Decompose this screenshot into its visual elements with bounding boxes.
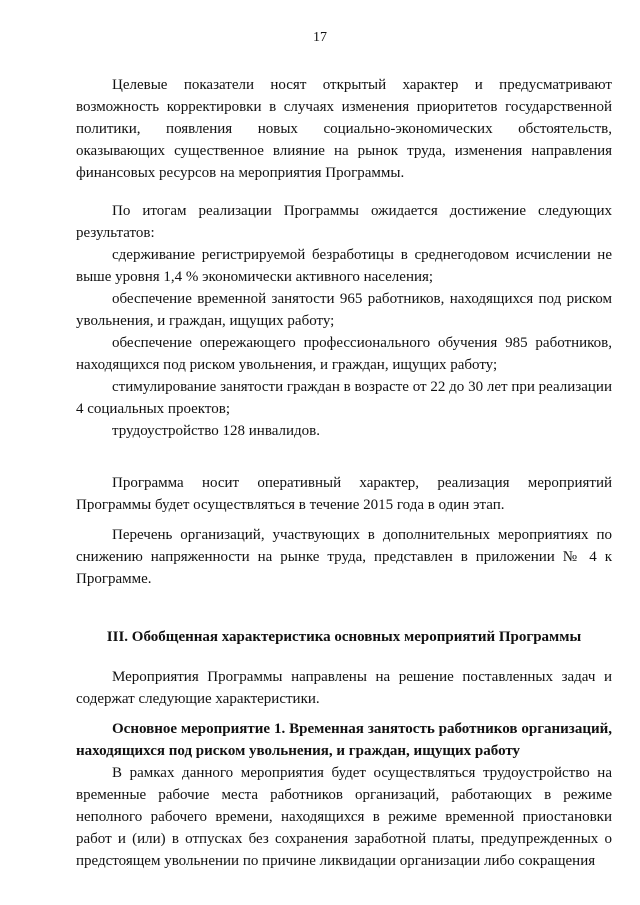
result-item-youth-employment: стимулирование занятости граждан в возрасте от 22 до 30 лет при реализации 4 социальных проектов;	[76, 379, 612, 417]
paragraph-measures-intro: Мероприятия Программы направлены на решение поставленных задач и содержат следующие характеристики.	[76, 669, 612, 707]
paragraph-target-indicators: Целевые показатели носят открытый характер и предусматривают возможность корректировки в случаях изменения приоритетов государственной политики, появления новых социально-экономических обстоятельств, оказывающих существенное влияние на рынок труда, изменения направления финансовых ресурсов на мероприятия Программы.	[76, 77, 612, 181]
page-body	[76, 74, 612, 872]
paragraph-program-period: Программа носит оперативный характер, реализация мероприятий Программы будет осуществляться в течение 2015 года в один этап.	[76, 475, 612, 513]
paragraph-measure-1-details: В рамках данного мероприятия будет осуществляться трудоустройство на временные рабочие места работников организаций, работающих в режиме неполного рабочего времени, находящихся в режиме временной приостановки работ и (или) в отпусках без сохранения заработной платы, предупрежденных о предстоящем увольнении по причине ликвидации организации либо сокращения	[76, 765, 612, 869]
result-item-unemployment: сдерживание регистрируемой безработицы в среднегодовом исчислении не выше уровня 1,4 % экономически активного населения;	[76, 247, 612, 285]
paragraph-main-measure-1: Основное мероприятие 1. Временная занятость работников организаций, находящихся под риском увольнения, и граждан, ищущих работу	[76, 721, 612, 759]
page-number: 17	[313, 30, 327, 45]
result-item-training: обеспечение опережающего профессионального обучения 985 работников, находящихся под риском увольнения, и граждан, ищущих работу;	[76, 335, 612, 373]
paragraph-organizations-list: Перечень организаций, участвующих в дополнительных мероприятиях по снижению напряженности на рынке труда, представлен в приложении № 4 к Программе.	[76, 527, 612, 587]
result-item-disabled-employment: трудоустройство 128 инвалидов.	[112, 423, 320, 439]
section-heading: III. Обобщенная характеристика основных мероприятий Программы	[106, 629, 582, 645]
result-item-temporary-employment: обеспечение временной занятости 965 работников, находящихся под риском увольнения, и граждан, ищущих работу;	[76, 291, 612, 329]
paragraph-expected-results: По итогам реализации Программы ожидается достижение следующих результатов:	[76, 203, 612, 241]
